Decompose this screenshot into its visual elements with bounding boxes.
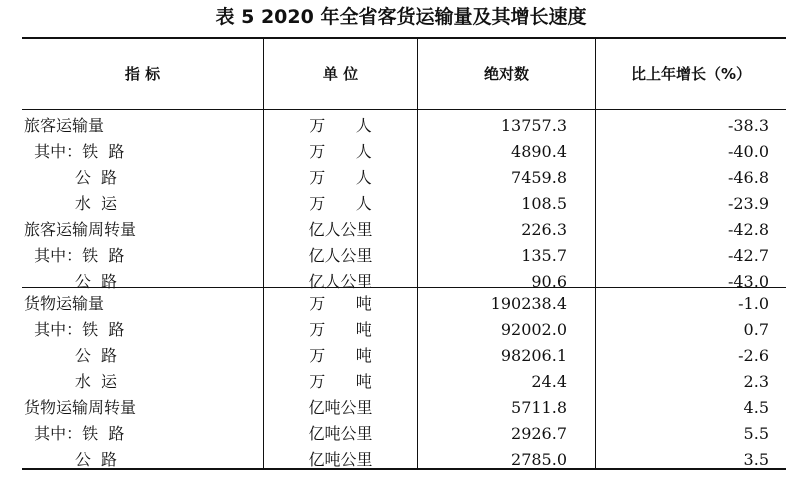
absolute-value-cell: 24.4 — [531, 372, 567, 391]
growth-rate-cell: 4.5 — [743, 398, 769, 417]
table-row — [22, 291, 786, 317]
indicator-cell: 其中：铁 路 — [24, 246, 125, 265]
growth-rate-cell: -38.3 — [727, 116, 769, 135]
absolute-value-cell: 90.6 — [531, 272, 567, 291]
growth-rate-cell: -2.6 — [738, 346, 769, 365]
growth-rate-cell: -1.0 — [738, 294, 769, 313]
absolute-value-cell: 92002.0 — [500, 320, 567, 339]
header-unit: 单 位 — [322, 65, 359, 83]
growth-rate-cell: -42.7 — [727, 246, 769, 265]
unit-cell: 亿人公里 — [308, 220, 373, 239]
unit-cell: 万 吨 — [309, 294, 372, 313]
absolute-value-cell: 7459.8 — [511, 168, 567, 187]
indicator-cell: 水 运 — [24, 194, 118, 213]
absolute-value-cell: 5711.8 — [511, 398, 567, 417]
table-row — [22, 165, 786, 191]
growth-rate-cell: -42.8 — [727, 220, 769, 239]
absolute-value-cell: 108.5 — [521, 194, 567, 213]
header-absolute: 绝对数 — [483, 65, 529, 83]
unit-cell: 万 吨 — [309, 320, 372, 339]
absolute-value-cell: 190238.4 — [490, 294, 567, 313]
unit-cell: 亿吨公里 — [308, 398, 373, 417]
indicator-cell: 公 路 — [24, 168, 118, 187]
table-row — [22, 243, 786, 269]
absolute-value-cell: 135.7 — [521, 246, 567, 265]
growth-rate-cell: 5.5 — [743, 424, 769, 443]
table-row — [22, 343, 786, 369]
indicator-cell: 公 路 — [24, 346, 118, 365]
growth-rate-cell: -46.8 — [727, 168, 769, 187]
absolute-value-cell: 2785.0 — [511, 450, 567, 469]
indicator-cell: 旅客运输量 — [24, 116, 105, 135]
growth-rate-cell: 3.5 — [743, 450, 769, 469]
absolute-value-cell: 226.3 — [521, 220, 567, 239]
unit-cell: 亿人公里 — [308, 272, 373, 291]
absolute-value-cell: 98206.1 — [500, 346, 567, 365]
unit-cell: 万 人 — [309, 194, 372, 213]
unit-cell: 万 人 — [309, 142, 372, 161]
freight-group — [22, 291, 786, 473]
table-row — [22, 191, 786, 217]
table-row — [22, 369, 786, 395]
table-row — [22, 217, 786, 243]
indicator-cell: 旅客运输周转量 — [24, 220, 137, 239]
table-title: 表 5 2020 年全省客货运输量及其增长速度 — [215, 6, 587, 28]
indicator-cell: 其中：铁 路 — [24, 424, 125, 443]
table-row — [22, 113, 786, 139]
indicator-cell: 水 运 — [24, 372, 118, 391]
indicator-cell: 其中：铁 路 — [24, 142, 125, 161]
growth-rate-cell: -23.9 — [727, 194, 769, 213]
absolute-value-cell: 2926.7 — [511, 424, 567, 443]
unit-cell: 万 吨 — [309, 372, 372, 391]
unit-cell: 亿吨公里 — [308, 450, 373, 469]
indicator-cell: 货物运输周转量 — [24, 398, 137, 417]
indicator-cell: 其中：铁 路 — [24, 320, 125, 339]
growth-rate-cell: 2.3 — [743, 372, 769, 391]
absolute-value-cell: 4890.4 — [511, 142, 567, 161]
unit-cell: 亿吨公里 — [308, 424, 373, 443]
indicator-cell: 公 路 — [24, 450, 118, 469]
absolute-value-cell: 13757.3 — [500, 116, 567, 135]
table-row — [22, 447, 786, 473]
unit-cell: 万 人 — [309, 168, 372, 187]
growth-rate-cell: 0.7 — [743, 320, 769, 339]
header-rule — [22, 109, 786, 110]
header-indicator: 指 标 — [124, 65, 161, 83]
table-row — [22, 139, 786, 165]
table-row — [22, 395, 786, 421]
unit-cell: 万 人 — [309, 116, 372, 135]
indicator-cell: 公 路 — [24, 272, 118, 291]
passenger-group — [22, 113, 786, 295]
growth-rate-cell: -40.0 — [727, 142, 769, 161]
growth-rate-cell: -43.0 — [727, 272, 769, 291]
table-row — [22, 421, 786, 447]
unit-cell: 万 吨 — [309, 346, 372, 365]
table-row — [22, 317, 786, 343]
indicator-cell: 货物运输量 — [24, 294, 105, 313]
unit-cell: 亿人公里 — [308, 246, 373, 265]
header-growth: 比上年增长（%） — [630, 65, 752, 83]
